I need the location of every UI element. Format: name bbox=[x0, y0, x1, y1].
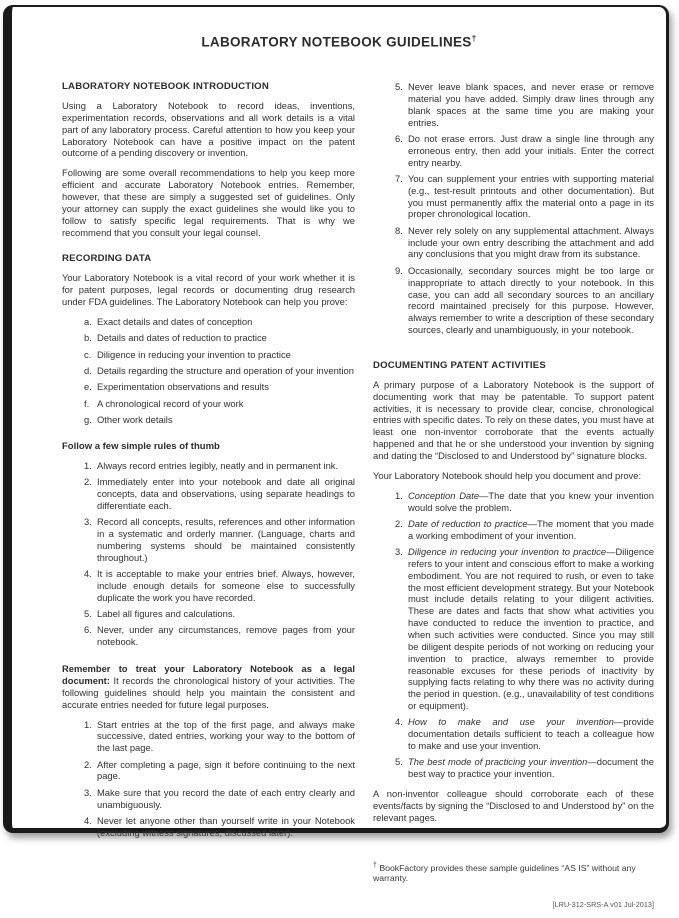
list-text bbox=[408, 490, 654, 514]
patent-item-lead: Diligence in reducing your invention to practice bbox=[408, 546, 607, 558]
list-text: Occasionally, secondary sources might be too large or inappropriate to attach directly to your notebook. In this case, you can add all secondary sources to an ancillary record maintained precisely for this purpose. However, always remember to write a description of these secondary sources, clearly and unambiguously, in your notebook. bbox=[408, 264, 654, 336]
list-marker: f. bbox=[84, 397, 90, 409]
list-item bbox=[373, 173, 654, 220]
list-item bbox=[62, 568, 355, 604]
list-item bbox=[373, 133, 654, 169]
page-title bbox=[12, 33, 666, 50]
patent-item-text: —Diligence refers to your intent and conscious effort to make a working embodiment. You are not required to rush, or even to take the most efficient development strategy. But your Notebook must include details relating to your diligent activities. These are dates and facts that show what activities you have conducted to reduce the invention to practice, and when such activities were conducted. Since you may still be diligent despite periods of not working on reducing your invention to practice, always remember to provide reasonable excuses for these periods of inactivity by supplying facts relating to why there was no activity during the period in question. (e.g., unavailability of test conditions or equipment). bbox=[408, 546, 654, 712]
patent-closing: A non-inventor colleague should corroborate each of these events/facts by signing the “Disclosed to and Understood by” on the relevant pages. bbox=[373, 788, 654, 823]
list-text: Never leave blank spaces, and never erase or remove material you have added. Simply draw lines through any blank spaces at the same time you are making your entries. bbox=[408, 81, 654, 128]
list-marker: 7. bbox=[395, 172, 403, 184]
section-recording-data bbox=[62, 253, 355, 426]
list-item bbox=[62, 414, 355, 426]
legal-list-left bbox=[62, 719, 355, 839]
list-item bbox=[62, 787, 355, 811]
legal-list-right bbox=[373, 81, 654, 336]
patent-item-text: —The moment that you made a working embodiment of your invention. bbox=[408, 517, 654, 541]
page-title-text: LABORATORY NOTEBOOK GUIDELINES bbox=[201, 34, 472, 50]
list-marker: 6. bbox=[84, 624, 92, 636]
list-item bbox=[373, 546, 654, 712]
patent-item-text: —document the best way to practice your invention. bbox=[408, 756, 654, 780]
list-marker: 4. bbox=[395, 716, 403, 728]
list-text: After completing a page, sign it before continuing to the next page. bbox=[97, 758, 355, 782]
patent-item-text: —provide documentation details sufficient to teach a colleague how to make and use your invention. bbox=[408, 716, 654, 752]
title-dagger: † bbox=[471, 33, 477, 43]
patent-item-lead: Date of reduction to practice bbox=[408, 517, 528, 529]
rules-list bbox=[62, 460, 355, 648]
section-patent-activities bbox=[373, 360, 654, 824]
footnote-text: BookFactory provides these sample guidelines “AS IS” without any warranty. bbox=[373, 862, 636, 884]
list-marker: 3. bbox=[84, 786, 92, 798]
list-item bbox=[62, 815, 355, 839]
list-text: Never, under any circumstances, remove pages from your notebook. bbox=[97, 624, 355, 648]
list-marker: 2. bbox=[84, 476, 92, 488]
list-item bbox=[373, 81, 654, 128]
list-marker: 2. bbox=[395, 517, 403, 529]
list-item bbox=[62, 460, 355, 472]
patent-list bbox=[373, 490, 654, 780]
list-marker: b. bbox=[84, 332, 92, 344]
list-text: Details regarding the structure and operation of your invention bbox=[97, 365, 354, 376]
list-marker: 1. bbox=[84, 459, 92, 471]
list-item bbox=[373, 518, 654, 542]
list-item bbox=[373, 225, 654, 261]
patent-item-text: —The date that you knew your invention would solve the problem. bbox=[408, 489, 654, 513]
list-text: Start entries at the top of the first page, and always make successive, dated entries, working your way to the bottom of the last page. bbox=[97, 718, 355, 754]
list-item bbox=[373, 265, 654, 336]
list-marker: 1. bbox=[395, 489, 403, 501]
list-item bbox=[62, 349, 355, 361]
list-text: Exact details and dates of conception bbox=[97, 315, 253, 327]
footnote-dagger: † bbox=[373, 861, 377, 869]
section-heading-patent: DOCUMENTING PATENT ACTIVITIES bbox=[373, 359, 546, 371]
section-introduction bbox=[62, 81, 355, 238]
list-item bbox=[62, 316, 355, 328]
list-text: Details and dates of reduction to practice bbox=[97, 332, 267, 344]
list-marker: d. bbox=[84, 365, 92, 376]
list-item bbox=[62, 476, 355, 512]
list-text bbox=[408, 756, 654, 780]
list-marker: 6. bbox=[395, 132, 403, 144]
list-item bbox=[62, 624, 355, 648]
list-marker: 5. bbox=[84, 608, 92, 620]
list-text: Never let anyone other than yourself write in your Notebook (excluding witness signatures, discussed later). bbox=[97, 814, 355, 838]
list-text: Immediately enter into your notebook and date all original concepts, data and observations, using separate headings to differentiate each. bbox=[97, 476, 355, 511]
list-text: Record all concepts, results, references and other information in a systematic and orderly manner. (Language, charts and numbering systems should be maintained consistently throughout.) bbox=[97, 516, 355, 563]
list-text: Always record entries legibly, neatly and in permanent ink. bbox=[97, 459, 339, 471]
section-legal-document bbox=[62, 663, 355, 838]
patent-item-lead: The best mode of practicing your invention bbox=[408, 756, 588, 768]
list-item bbox=[62, 608, 355, 620]
list-text: Make sure that you record the date of each entry clearly and unambiguously. bbox=[97, 786, 355, 810]
list-item bbox=[62, 381, 355, 393]
patent-item-lead: How to make and use your invention bbox=[408, 716, 614, 728]
list-text bbox=[408, 716, 654, 752]
list-marker: 1. bbox=[84, 718, 92, 730]
list-text: Never rely solely on any supplemental attachment. Always include your own entry describing the attachment and add any conclusions that you might draw from its substance. bbox=[408, 224, 654, 260]
list-marker: 5. bbox=[395, 81, 403, 92]
list-item bbox=[62, 398, 355, 410]
left-column bbox=[62, 81, 355, 847]
patent-paragraph-2: Your Laboratory Notebook should help you document and prove: bbox=[373, 469, 642, 481]
list-marker: 8. bbox=[395, 224, 403, 236]
list-text: Experimentation observations and results bbox=[97, 381, 269, 393]
list-text bbox=[408, 518, 654, 542]
legal-intro bbox=[62, 663, 355, 710]
patent-item-lead: Conception Date bbox=[408, 489, 480, 501]
list-item bbox=[373, 756, 654, 780]
section-heading-rules: Follow a few simple rules of thumb bbox=[62, 440, 220, 452]
list-marker: a. bbox=[84, 315, 92, 327]
list-marker: 5. bbox=[395, 756, 403, 768]
list-marker: g. bbox=[84, 414, 92, 426]
list-marker: 4. bbox=[84, 568, 92, 580]
list-text: Label all figures and calculations. bbox=[97, 608, 236, 620]
section-heading-recording-data: RECORDING DATA bbox=[62, 253, 152, 265]
list-marker: 3. bbox=[395, 546, 403, 558]
document-code: [LRU-312-SRS-A v01 Jul-2013] bbox=[552, 900, 654, 910]
list-item bbox=[373, 716, 654, 752]
list-marker: 9. bbox=[395, 264, 403, 276]
list-item bbox=[62, 719, 355, 755]
list-text: Other work details bbox=[97, 414, 173, 426]
list-text: Do not erase errors. Just draw a single line through any erroneous entry, then add your initials. Enter the correct entry nearby. bbox=[408, 132, 654, 168]
list-item bbox=[62, 332, 355, 344]
list-item bbox=[62, 516, 355, 563]
legal-intro-rest: It records the chronological history of your activities. The following guidelines should help you maintain the consistent and accurate entries needed for future legal purposes. bbox=[62, 675, 355, 710]
section-heading-introduction: LABORATORY NOTEBOOK INTRODUCTION bbox=[62, 81, 269, 92]
recording-list bbox=[62, 316, 355, 426]
list-marker: c. bbox=[84, 348, 92, 360]
section-rules-of-thumb bbox=[62, 441, 355, 648]
list-text: A chronological record of your work bbox=[97, 397, 244, 409]
list-text bbox=[408, 546, 654, 712]
intro-paragraph-2: Following are some overall recommendations to help you keep more efficient and accurate Laboratory Notebook entries. Remember, however, that these are simply a suggested set of guidelines. Only your attorney can supply the exact guidelines she would like you to follow to satisfy specific legal requirements. That is why we recommend that you consult your legal counsel. bbox=[62, 167, 355, 238]
list-text: You can supplement your entries with supporting material (e.g., test-result printouts and other documentation). But you must permanently affix the material onto a page in its proper chronological location. bbox=[408, 172, 654, 220]
list-item bbox=[62, 759, 355, 783]
recording-intro: Your Laboratory Notebook is a vital record of your work whether it is for patent purposes, legal records or documenting drug research under FDA guidelines. The Laboratory Notebook can help you prove: bbox=[62, 272, 355, 308]
list-item bbox=[62, 365, 355, 377]
list-text: Diligence in reducing your invention to practice bbox=[97, 348, 291, 360]
intro-paragraph-1: Using a Laboratory Notebook to record ideas, inventions, experimentation records, observations and all work details is a vital part of any laboratory process. Careful attention to how you keep your Laboratory Notebook can have a positive impact on the patent outcome of a pending discovery or invention. bbox=[62, 100, 355, 159]
patent-paragraph-1: A primary purpose of a Laboratory Notebook is the support of documenting work that may be patentable. To support patent activities, it is necessary to provide clear, concise, chronological entries with specific dates. To rely on these dates, you must have at least one non-inventor corroborate that the events actually happened and that he or she understood your invention by signing and dating the “Disclosed to and Understood by” signature blocks. bbox=[373, 378, 654, 462]
list-marker: 4. bbox=[84, 814, 92, 826]
right-column bbox=[373, 79, 654, 918]
list-marker: 3. bbox=[84, 516, 92, 528]
document-page bbox=[3, 5, 669, 910]
list-marker: 2. bbox=[84, 758, 92, 770]
list-text: It is acceptable to make your entries brief. Always, however, include enough details for someone else to successfully duplicate the work you have recorded. bbox=[97, 568, 355, 603]
list-item bbox=[373, 490, 654, 514]
list-marker: e. bbox=[84, 381, 92, 393]
legal-intro-lead: Remember to treat your Laboratory Notebook as a legal document: bbox=[62, 663, 355, 686]
footnote bbox=[373, 862, 654, 885]
